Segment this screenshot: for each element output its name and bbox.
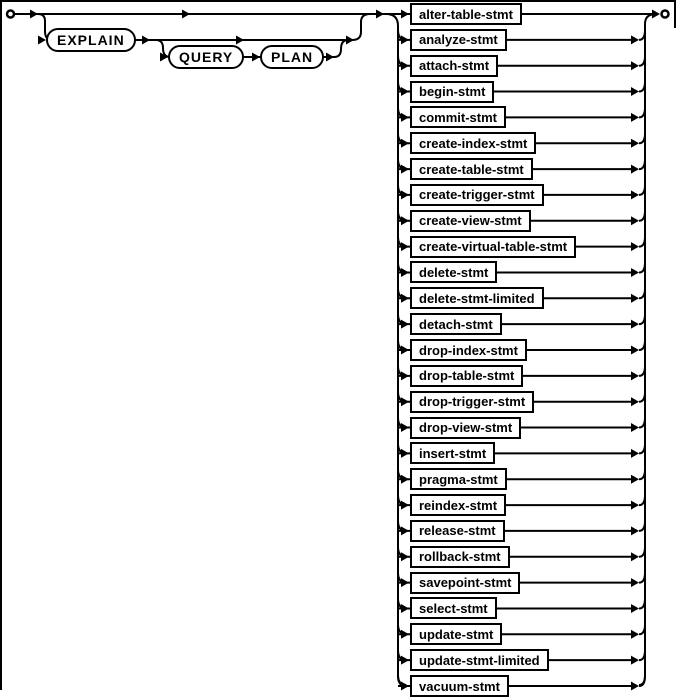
arrowhead-icon xyxy=(182,10,190,19)
arrowhead-icon xyxy=(631,35,639,44)
nonterminal-update-stmt[interactable]: update-stmt xyxy=(410,623,502,645)
nonterminal-create-index-stmt[interactable]: create-index-stmt xyxy=(410,132,536,154)
arrowhead-icon xyxy=(401,113,409,122)
arrowhead-icon xyxy=(631,268,639,277)
arrowhead-icon xyxy=(401,320,409,329)
nonterminal-begin-stmt[interactable]: begin-stmt xyxy=(410,81,494,103)
arrowhead-icon xyxy=(346,36,354,45)
terminal-plan: PLAN xyxy=(260,45,324,69)
query-plan-rejoin-curve xyxy=(334,40,348,57)
arrowhead-icon xyxy=(631,501,639,510)
arrowhead-icon xyxy=(631,113,639,122)
arrowhead-icon xyxy=(631,87,639,96)
arrowhead-icon xyxy=(401,526,409,535)
arrowhead-icon xyxy=(631,320,639,329)
arrowhead-icon xyxy=(401,423,409,432)
nonterminal-drop-table-stmt[interactable]: drop-table-stmt xyxy=(410,365,523,387)
terminal-query: QUERY xyxy=(168,45,244,69)
arrowhead-icon xyxy=(401,552,409,561)
arrowhead-icon xyxy=(401,139,409,148)
nonterminal-drop-view-stmt[interactable]: drop-view-stmt xyxy=(410,417,521,439)
nonterminal-create-table-stmt[interactable]: create-table-stmt xyxy=(410,158,533,180)
arrowhead-icon xyxy=(401,630,409,639)
arrowhead-icon xyxy=(30,10,38,19)
arrowhead-icon xyxy=(401,656,409,665)
nonterminal-delete-stmt-limited[interactable]: delete-stmt-limited xyxy=(410,287,544,309)
arrowhead-icon xyxy=(401,397,409,406)
arrowhead-icon xyxy=(631,61,639,70)
arrowhead-icon xyxy=(631,423,639,432)
arrowhead-icon xyxy=(631,216,639,225)
arrowhead-icon xyxy=(401,604,409,613)
start-terminal-icon xyxy=(7,11,14,18)
arrowhead-icon xyxy=(631,397,639,406)
nonterminal-rollback-stmt[interactable]: rollback-stmt xyxy=(410,546,510,568)
nonterminal-insert-stmt[interactable]: insert-stmt xyxy=(410,442,495,464)
arrowhead-icon xyxy=(631,190,639,199)
nonterminal-update-stmt-limited[interactable]: update-stmt-limited xyxy=(410,649,549,671)
arrowhead-icon xyxy=(401,682,409,691)
arrowhead-icon xyxy=(631,242,639,251)
arrowhead-icon xyxy=(236,36,244,45)
arrowhead-icon xyxy=(401,190,409,199)
nonterminal-create-virtual-table-stmt[interactable]: create-virtual-table-stmt xyxy=(410,236,576,258)
nonterminal-vacuum-stmt[interactable]: vacuum-stmt xyxy=(410,675,509,697)
arrowhead-icon xyxy=(631,552,639,561)
branch-vertical-left xyxy=(386,14,398,675)
arrowhead-icon xyxy=(631,449,639,458)
arrowhead-icon xyxy=(401,475,409,484)
arrowhead-icon xyxy=(401,578,409,587)
arrowhead-icon xyxy=(401,61,409,70)
arrowhead-icon xyxy=(401,371,409,380)
nonterminal-commit-stmt[interactable]: commit-stmt xyxy=(410,106,506,128)
arrowhead-icon xyxy=(401,242,409,251)
nonterminal-drop-trigger-stmt[interactable]: drop-trigger-stmt xyxy=(410,391,534,413)
arrowhead-icon xyxy=(631,139,639,148)
arrowhead-icon xyxy=(252,53,260,62)
nonterminal-attach-stmt[interactable]: attach-stmt xyxy=(410,55,498,77)
arrowhead-icon xyxy=(631,371,639,380)
arrowhead-icon xyxy=(376,10,384,19)
nonterminal-create-trigger-stmt[interactable]: create-trigger-stmt xyxy=(410,184,544,206)
arrowhead-icon xyxy=(326,53,334,62)
arrowhead-icon xyxy=(38,36,46,45)
arrowhead-icon xyxy=(401,165,409,174)
arrowhead-icon xyxy=(401,501,409,510)
nonterminal-analyze-stmt[interactable]: analyze-stmt xyxy=(410,29,507,51)
nonterminal-reindex-stmt[interactable]: reindex-stmt xyxy=(410,494,506,516)
arrowhead-icon xyxy=(631,682,639,691)
arrowhead-icon xyxy=(631,630,639,639)
nonterminal-delete-stmt[interactable]: delete-stmt xyxy=(410,261,497,283)
arrowhead-icon xyxy=(631,526,639,535)
arrowhead-icon xyxy=(401,87,409,96)
nonterminal-drop-index-stmt[interactable]: drop-index-stmt xyxy=(410,339,527,361)
arrowhead-icon xyxy=(631,475,639,484)
arrowhead-icon xyxy=(401,10,409,19)
arrowhead-icon xyxy=(631,346,639,355)
arrowhead-icon xyxy=(142,36,150,45)
nonterminal-alter-table-stmt[interactable]: alter-table-stmt xyxy=(410,3,522,25)
arrowhead-icon xyxy=(631,656,639,665)
arrowhead-icon xyxy=(631,165,639,174)
nonterminal-pragma-stmt[interactable]: pragma-stmt xyxy=(410,468,507,490)
arrowhead-icon xyxy=(401,294,409,303)
nonterminal-savepoint-stmt[interactable]: savepoint-stmt xyxy=(410,572,520,594)
arrowhead-icon xyxy=(631,604,639,613)
arrowhead-icon xyxy=(401,216,409,225)
nonterminal-release-stmt[interactable]: release-stmt xyxy=(410,520,505,542)
arrowhead-icon xyxy=(401,268,409,277)
arrowhead-icon xyxy=(401,449,409,458)
arrowhead-icon xyxy=(401,346,409,355)
arrowhead-icon xyxy=(652,10,660,19)
arrowhead-icon xyxy=(401,35,409,44)
explain-rejoin-curve xyxy=(352,14,370,40)
nonterminal-detach-stmt[interactable]: detach-stmt xyxy=(410,313,502,335)
arrowhead-icon xyxy=(631,578,639,587)
nonterminal-create-view-stmt[interactable]: create-view-stmt xyxy=(410,210,531,232)
end-terminal-icon xyxy=(662,11,669,18)
arrowhead-icon xyxy=(631,294,639,303)
terminal-explain: EXPLAIN xyxy=(46,28,136,52)
nonterminal-select-stmt[interactable]: select-stmt xyxy=(410,597,497,619)
